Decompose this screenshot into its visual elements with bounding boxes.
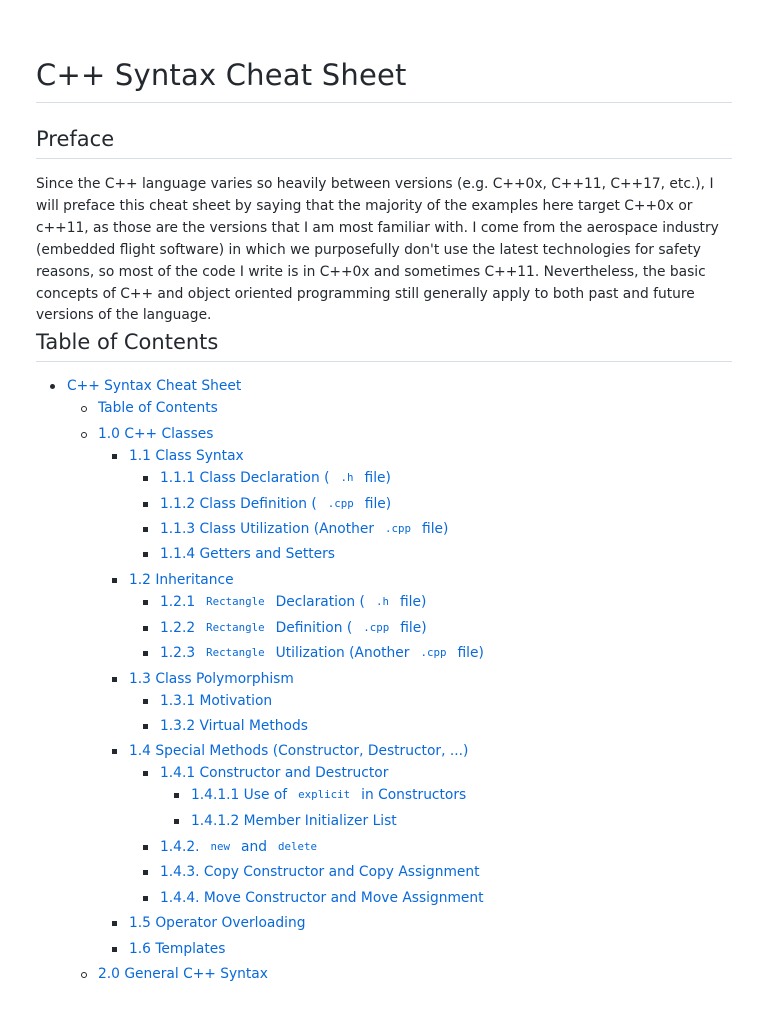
toc-item <box>160 494 391 514</box>
toc-link-text: 1.4.1.2 Member Initializer List <box>191 813 397 829</box>
toc-item <box>160 716 308 736</box>
toc-link[interactable] <box>160 591 426 613</box>
toc-item <box>160 468 391 488</box>
toc-link-text: 1.4.3. Copy Constructor and Copy Assignment <box>160 864 480 880</box>
list-bullet <box>81 406 87 412</box>
toc-link[interactable] <box>160 691 272 711</box>
toc-link[interactable] <box>160 518 448 540</box>
list-bullet <box>143 651 148 656</box>
inline-code: explicit <box>298 788 351 801</box>
list-bullet <box>143 552 148 557</box>
inline-code: .h <box>375 595 389 608</box>
inline-code: Rectangle <box>206 595 265 608</box>
toc-item <box>129 446 244 466</box>
toc-link-text: 1.3 Class Polymorphism <box>129 671 294 687</box>
toc-link-text: 1.2 Inheritance <box>129 572 234 588</box>
toc-item <box>160 837 324 857</box>
list-bullet <box>112 921 117 926</box>
list-bullet <box>81 972 87 978</box>
toc-item <box>129 570 234 590</box>
toc-link[interactable] <box>160 467 391 489</box>
inline-code: .cpp <box>420 646 447 659</box>
list-bullet <box>143 502 148 507</box>
toc-link[interactable] <box>98 424 213 444</box>
toc-link-text: file) <box>422 521 449 537</box>
toc-link-text: 1.1.4 Getters and Setters <box>160 546 335 562</box>
toc-link[interactable] <box>191 811 397 831</box>
toc-link[interactable] <box>160 763 388 783</box>
inline-code: .cpp <box>327 497 354 510</box>
toc-link-text: Table of Contents <box>98 400 218 416</box>
toc-link[interactable] <box>160 493 391 515</box>
toc-link-text: 1.4.2. <box>160 839 200 855</box>
toc-item <box>160 763 388 783</box>
toc-item <box>160 643 484 663</box>
toc-link-text: 1.4.4. Move Constructor and Move Assignment <box>160 890 484 906</box>
toc-link-text: 1.2.2 <box>160 620 196 636</box>
toc-link[interactable] <box>191 784 466 806</box>
toc-link[interactable] <box>160 544 335 564</box>
toc-link-text: Declaration ( <box>275 594 365 610</box>
toc-link-text: 1.3.2 Virtual Methods <box>160 718 308 734</box>
toc-link-text: 1.2.3 <box>160 645 196 661</box>
toc-link[interactable] <box>67 376 241 396</box>
toc-item <box>129 913 305 933</box>
preface-divider <box>36 158 732 159</box>
toc-link-text: file) <box>399 594 427 610</box>
toc-link-text: 1.3.1 Motivation <box>160 693 273 709</box>
toc-item <box>160 519 448 539</box>
toc-link[interactable] <box>129 669 294 689</box>
toc-item <box>191 811 397 831</box>
list-bullet <box>81 432 87 438</box>
list-bullet <box>143 724 148 729</box>
page-title: C++ Syntax Cheat Sheet <box>36 58 407 92</box>
toc-link[interactable] <box>98 964 268 984</box>
toc-link-text: 1.1.3 Class Utilization (Another <box>160 521 375 537</box>
preface-heading: Preface <box>36 127 115 151</box>
inline-code: delete <box>277 840 317 853</box>
list-bullet <box>143 600 148 605</box>
list-bullet <box>143 626 148 631</box>
list-bullet <box>143 896 148 901</box>
inline-code: .cpp <box>363 621 390 634</box>
toc-item <box>129 939 225 959</box>
toc-item <box>98 964 268 984</box>
toc-item <box>129 741 468 761</box>
toc-link[interactable] <box>160 642 484 664</box>
list-bullet <box>112 454 117 459</box>
toc-link[interactable] <box>160 836 324 858</box>
toc-item <box>98 398 218 418</box>
list-bullet <box>143 771 148 776</box>
toc-item <box>191 785 466 805</box>
toc-item <box>98 424 213 444</box>
list-bullet <box>112 749 117 754</box>
toc-link[interactable] <box>98 398 218 418</box>
list-bullet <box>112 947 117 952</box>
toc-link-text: 1.0 C++ Classes <box>98 426 214 442</box>
toc-link[interactable] <box>129 939 225 959</box>
toc-link-text: 1.5 Operator Overloading <box>129 915 306 931</box>
list-bullet <box>174 819 179 824</box>
toc-item <box>160 862 480 882</box>
toc-item <box>160 618 427 638</box>
list-bullet <box>112 677 117 682</box>
toc-heading: Table of Contents <box>36 330 219 354</box>
toc-link-text: in Constructors <box>361 787 467 803</box>
toc-link-text: 1.1 Class Syntax <box>129 448 244 464</box>
toc-item <box>160 592 426 612</box>
inline-code: new <box>210 840 231 853</box>
toc-link-text: and <box>241 839 267 855</box>
toc-link[interactable] <box>129 446 244 466</box>
toc-link-text: 1.4.1.1 Use of <box>191 787 288 803</box>
toc-item <box>160 888 484 908</box>
list-bullet <box>50 384 55 389</box>
toc-link-text: 1.1.2 Class Definition ( <box>160 496 317 512</box>
list-bullet <box>143 476 148 481</box>
list-bullet <box>143 870 148 875</box>
toc-item <box>160 544 335 564</box>
toc-link[interactable] <box>160 716 308 736</box>
toc-link-text: file) <box>400 620 427 636</box>
list-bullet <box>143 527 148 532</box>
inline-code: .h <box>340 471 354 484</box>
title-divider <box>36 102 732 103</box>
list-bullet <box>143 699 148 704</box>
toc-link-text: file) <box>364 470 391 486</box>
preface-paragraph: Since the C++ language varies so heavily between versions (e.g. C++0x, C++11, C++17, etc.), I will preface this cheat sheet by saying that the majority of the examples here target C++0x or c++11, as those are the versions that I am most familiar with. I come from the aerospace industry (embedded flight software) in which we purposefully don't use the latest technologies for safety reasons, so most of the code I write is in C++0x and sometimes C++11. Nevertheless, the basic concepts of C++ and object oriented programming still generally apply to both past and future versions of the language. <box>36 176 719 324</box>
list-bullet <box>112 578 117 583</box>
toc-link-text: 1.4.1 Constructor and Destructor <box>160 765 389 781</box>
toc-link[interactable] <box>160 888 484 908</box>
list-bullet <box>143 845 148 850</box>
inline-code: .cpp <box>385 522 412 535</box>
toc-link-text: 1.4 Special Methods (Constructor, Destructor, ...) <box>129 743 469 759</box>
list-bullet <box>174 793 179 798</box>
toc-link-text: 1.2.1 <box>160 594 196 610</box>
toc-link-text: file) <box>457 645 484 661</box>
toc-link[interactable] <box>129 741 468 761</box>
toc-link[interactable] <box>160 617 427 639</box>
toc-link-text: file) <box>364 496 392 512</box>
toc-link-text: Definition ( <box>275 620 353 636</box>
toc-link-text: 2.0 General C++ Syntax <box>98 966 268 982</box>
toc-divider <box>36 361 732 362</box>
toc-link[interactable] <box>160 862 480 882</box>
toc-link[interactable] <box>129 913 305 933</box>
toc-link-text: Utilization (Another <box>275 645 410 661</box>
inline-code: Rectangle <box>206 646 265 659</box>
toc-link[interactable] <box>129 570 234 590</box>
toc-link-text: 1.1.1 Class Declaration ( <box>160 470 330 486</box>
toc-item <box>129 669 294 689</box>
toc-link-text: C++ Syntax Cheat Sheet <box>67 378 242 394</box>
inline-code: Rectangle <box>206 621 265 634</box>
toc-link-text: 1.6 Templates <box>129 941 226 957</box>
toc-item <box>160 691 272 711</box>
toc-item <box>67 376 241 396</box>
